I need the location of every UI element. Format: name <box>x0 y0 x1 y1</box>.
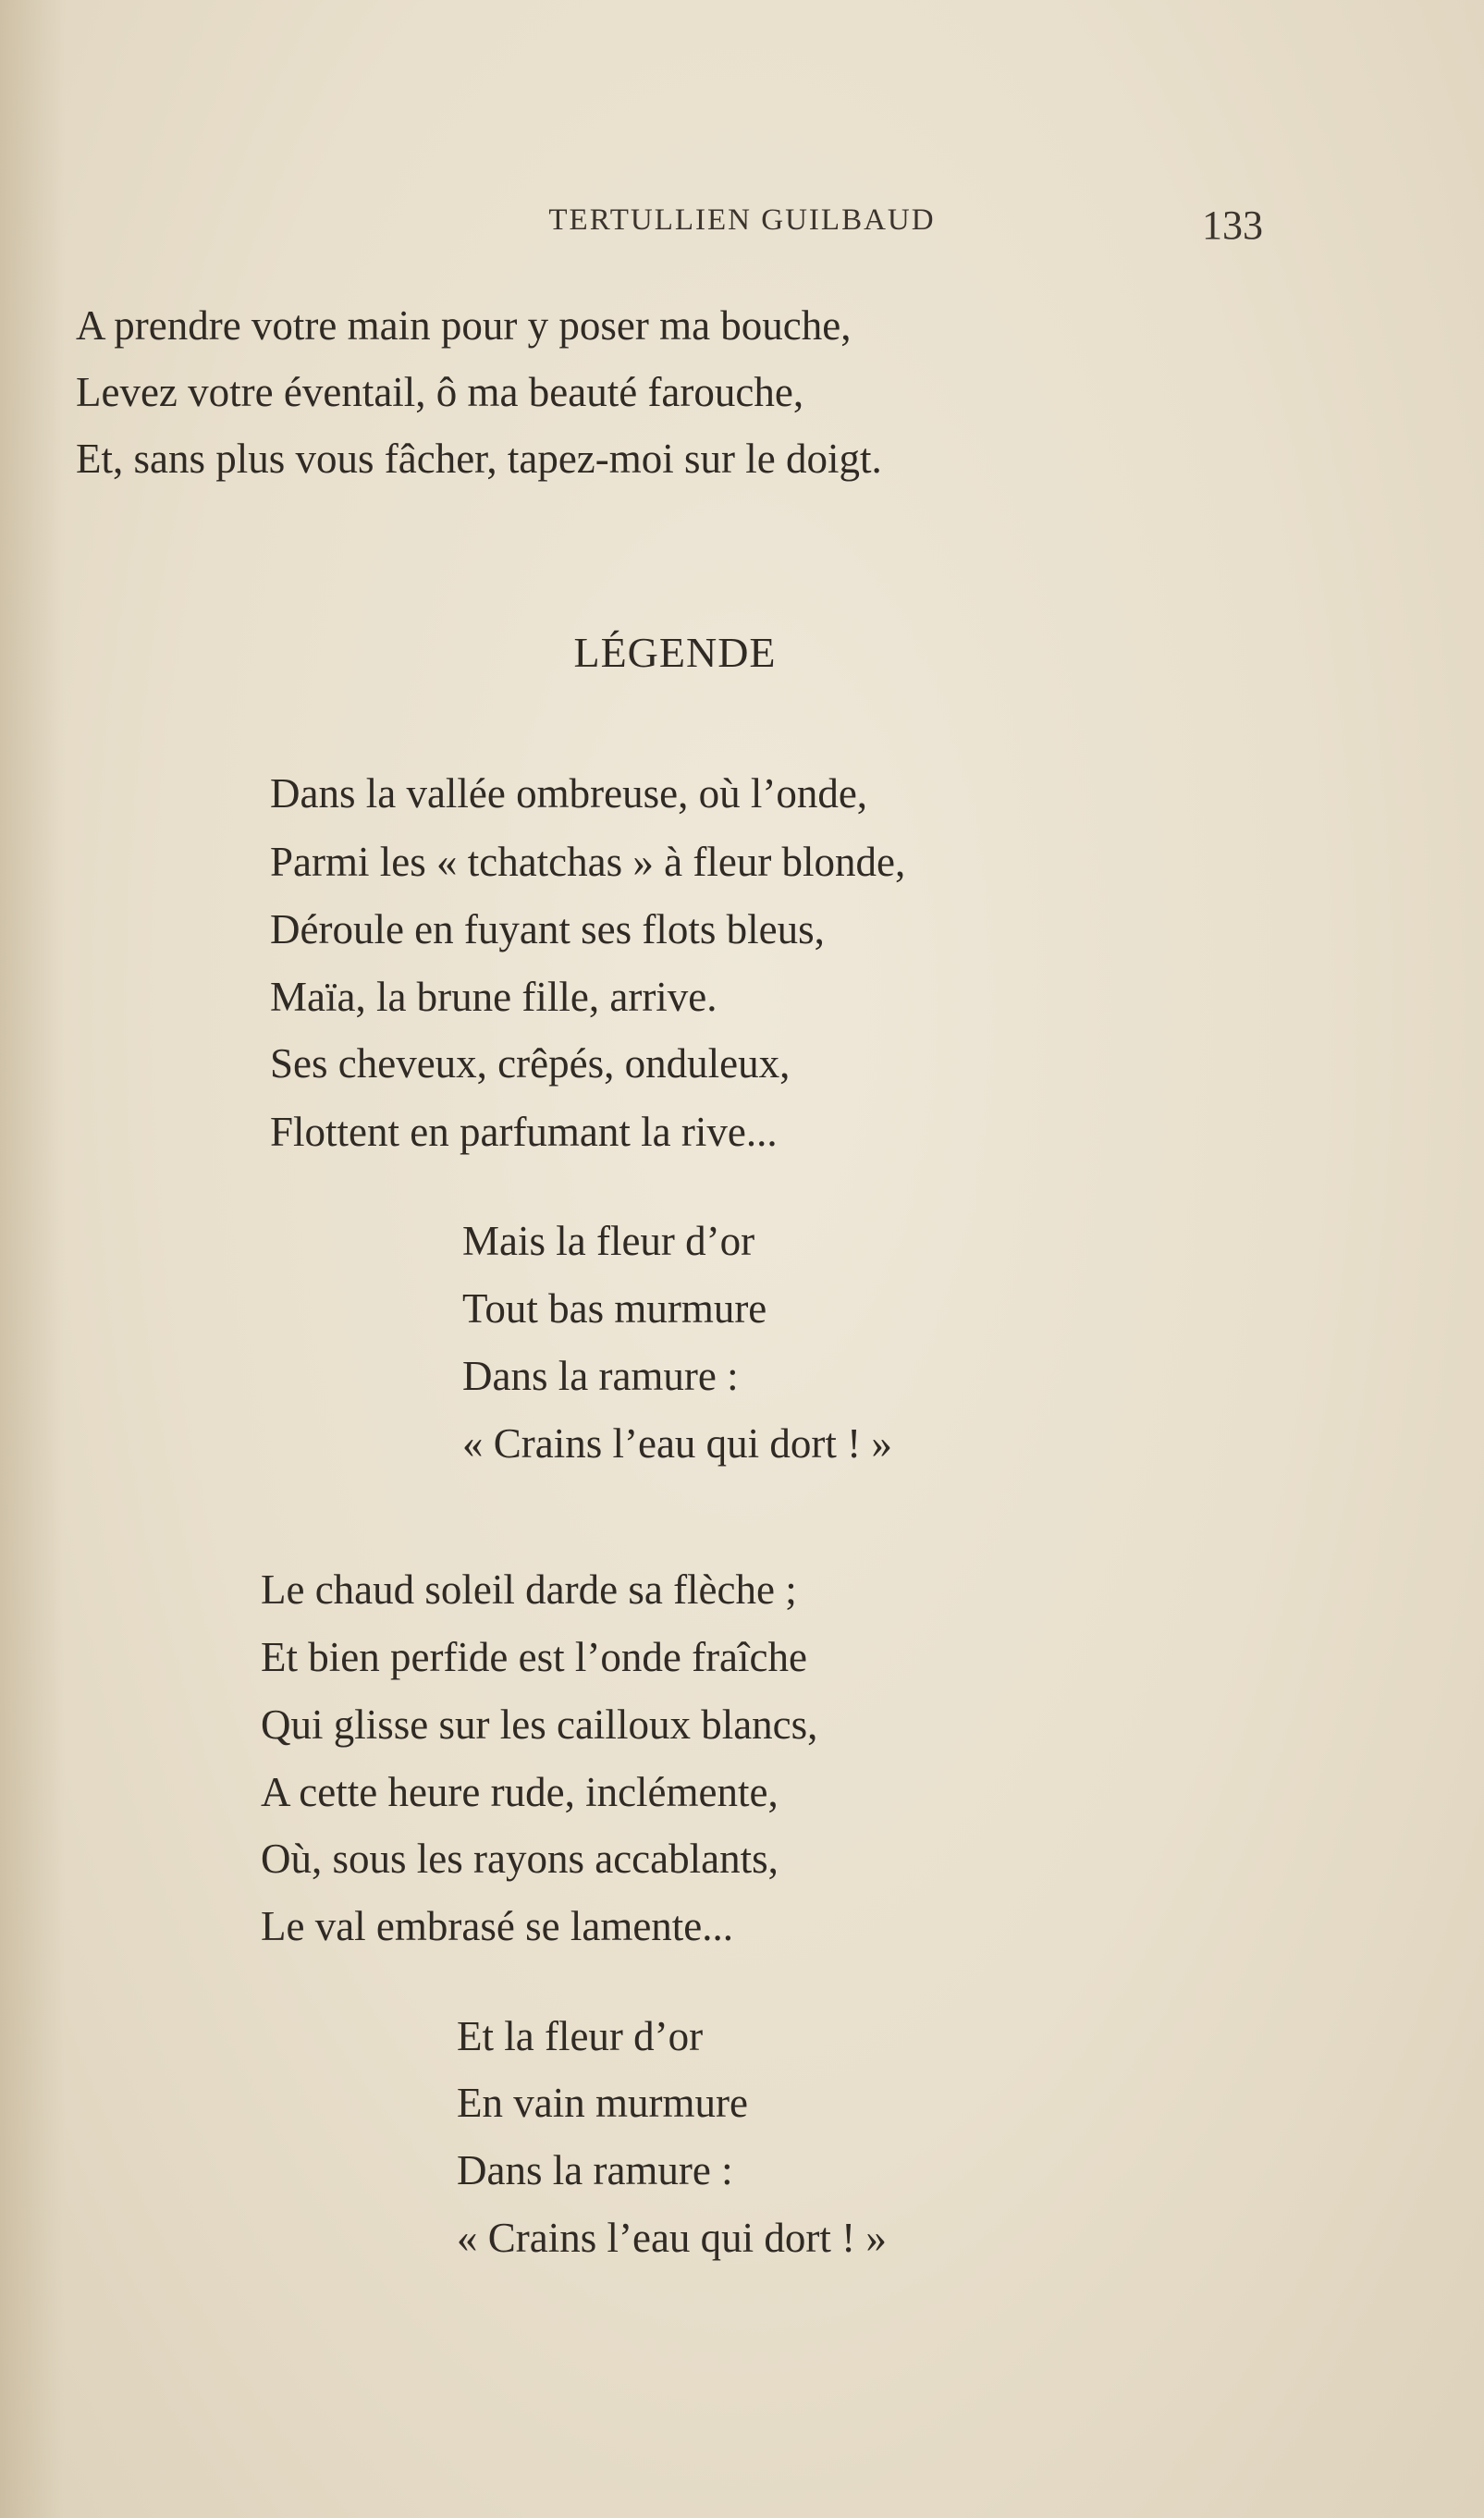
stanza-line: Parmi les « tchatchas » à fleur blonde, <box>270 839 906 885</box>
opening-line: Levez votre éventail, ô ma beauté farouche, <box>76 369 804 415</box>
refrain-line: Dans la ramure : <box>462 1353 739 1399</box>
stanza-line: Où, sous les rayons accablants, <box>261 1836 779 1882</box>
refrain-line: Tout bas murmure <box>462 1285 767 1332</box>
refrain-line: « Crains l’eau qui dort ! » <box>457 2215 887 2261</box>
stanza-line: Ses cheveux, crêpés, onduleux, <box>270 1040 791 1087</box>
stanza-line: Le chaud soleil darde sa flèche ; <box>261 1566 797 1613</box>
refrain-line: « Crains l’eau qui dort ! » <box>462 1420 892 1467</box>
stanza-line: Maïa, la brune fille, arrive. <box>270 974 717 1020</box>
stanza-line: Dans la vallée ombreuse, où l’onde, <box>270 770 868 817</box>
refrain-line: Et la fleur d’or <box>457 2013 704 2059</box>
page-number: 133 <box>1202 203 1263 248</box>
stanza-line: Déroule en fuyant ses flots bleus, <box>270 906 825 952</box>
stanza-line: Qui glisse sur les cailloux blancs, <box>261 1701 818 1748</box>
running-title: TERTULLIEN GUILBAUD <box>548 203 936 237</box>
poem-title: LÉGENDE <box>573 629 777 676</box>
stanza-line: Et bien perfide est l’onde fraîche <box>261 1634 807 1680</box>
stanza-line: A cette heure rude, inclémente, <box>261 1769 779 1815</box>
stanza-line: Flottent en parfumant la rive... <box>270 1109 778 1155</box>
refrain-line: Dans la ramure : <box>457 2147 733 2193</box>
stanza-line: Le val embrasé se lamente... <box>261 1903 734 1949</box>
refrain-line: Mais la fleur d’or <box>462 1218 755 1264</box>
opening-line: Et, sans plus vous fâcher, tapez-moi sur le doigt. <box>76 436 882 482</box>
opening-line: A prendre votre main pour y poser ma bouche, <box>76 302 852 349</box>
refrain-line: En vain murmure <box>457 2080 748 2126</box>
